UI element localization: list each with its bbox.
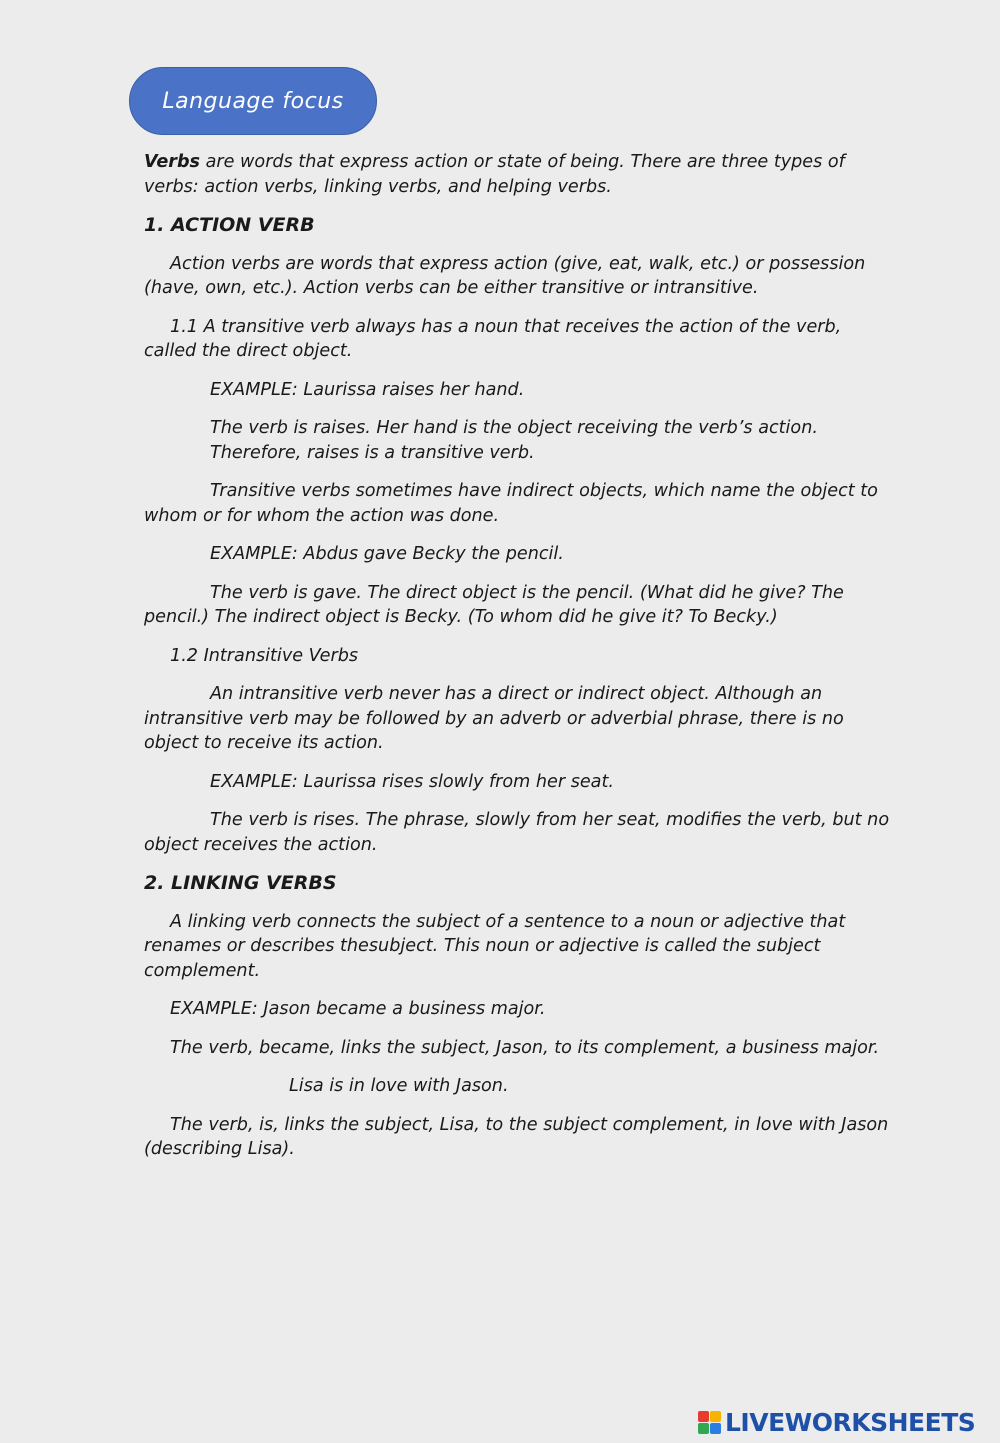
worksheet-content	[144, 150, 890, 1162]
intro-paragraph	[144, 150, 890, 199]
badge-label: Language focus	[162, 88, 344, 114]
language-focus-badge	[129, 67, 377, 135]
example-1-note: The verb is raises. Her hand is the object receiving the verb’s action. Therefore, raises is a transitive verb.	[210, 418, 818, 463]
example-1: EXAMPLE: Laurissa raises her hand.	[210, 379, 525, 400]
intro-bold-word: Verbs	[144, 152, 201, 172]
section-1-heading: 1. ACTION VERB	[144, 214, 315, 236]
linking-example-2-note: The verb, is, links the subject, Lisa, to the subject complement, in love with Jason (describing Lisa).	[144, 1114, 889, 1159]
linking-example-1: EXAMPLE: Jason became a business major.	[170, 999, 546, 1019]
logo-grid-icon	[698, 1411, 721, 1434]
indirect-object-definition: Transitive verbs sometimes have indirect objects, which name the object to whom or for whom the action was done.	[144, 481, 878, 526]
example-3: EXAMPLE: Laurissa rises slowly from her seat.	[210, 771, 614, 792]
section-2-intro: A linking verb connects the subject of a sentence to a noun or adjective that renames or describes thesubject. This noun or adjective is called the subject complement.	[144, 911, 846, 981]
section-2-heading: 2. LINKING VERBS	[144, 872, 337, 894]
example-3-note: The verb is rises. The phrase, slowly from her seat, modifies the verb, but no object receives the action.	[144, 810, 890, 855]
liveworksheets-logo[interactable]	[698, 1408, 975, 1437]
linking-example-1-note: The verb, became, links the subject, Jason, to its complement, a business major.	[170, 1037, 880, 1058]
transitive-definition: 1.1 A transitive verb always has a noun that receives the action of the verb, called the direct object.	[144, 316, 842, 361]
intro-text: are words that express action or state of being. There are three types of verbs: action verbs, linking verbs, and helping verbs.	[144, 152, 845, 197]
linking-example-2: Lisa is in love with Jason.	[289, 1076, 509, 1096]
intransitive-heading: 1.2 Intransitive Verbs	[170, 645, 359, 666]
logo-text: LIVEWORKSHEETS	[725, 1408, 976, 1437]
intransitive-definition: An intransitive verb never has a direct or indirect object. Although an intransitive verb may be followed by an adverb or adverbial phrase, there is no object to receive its action.	[144, 684, 844, 753]
example-2-note: The verb is gave. The direct object is the pencil. (What did he give? The pencil.) The indirect object is Becky. (To whom did he give it? To Becky.)	[144, 582, 844, 627]
section-1-intro: Action verbs are words that express action (give, eat, walk, etc.) or possession (have, own, etc.). Action verbs can be either transitive or intransitive.	[144, 253, 866, 298]
example-2: EXAMPLE: Abdus gave Becky the pencil.	[210, 544, 564, 564]
